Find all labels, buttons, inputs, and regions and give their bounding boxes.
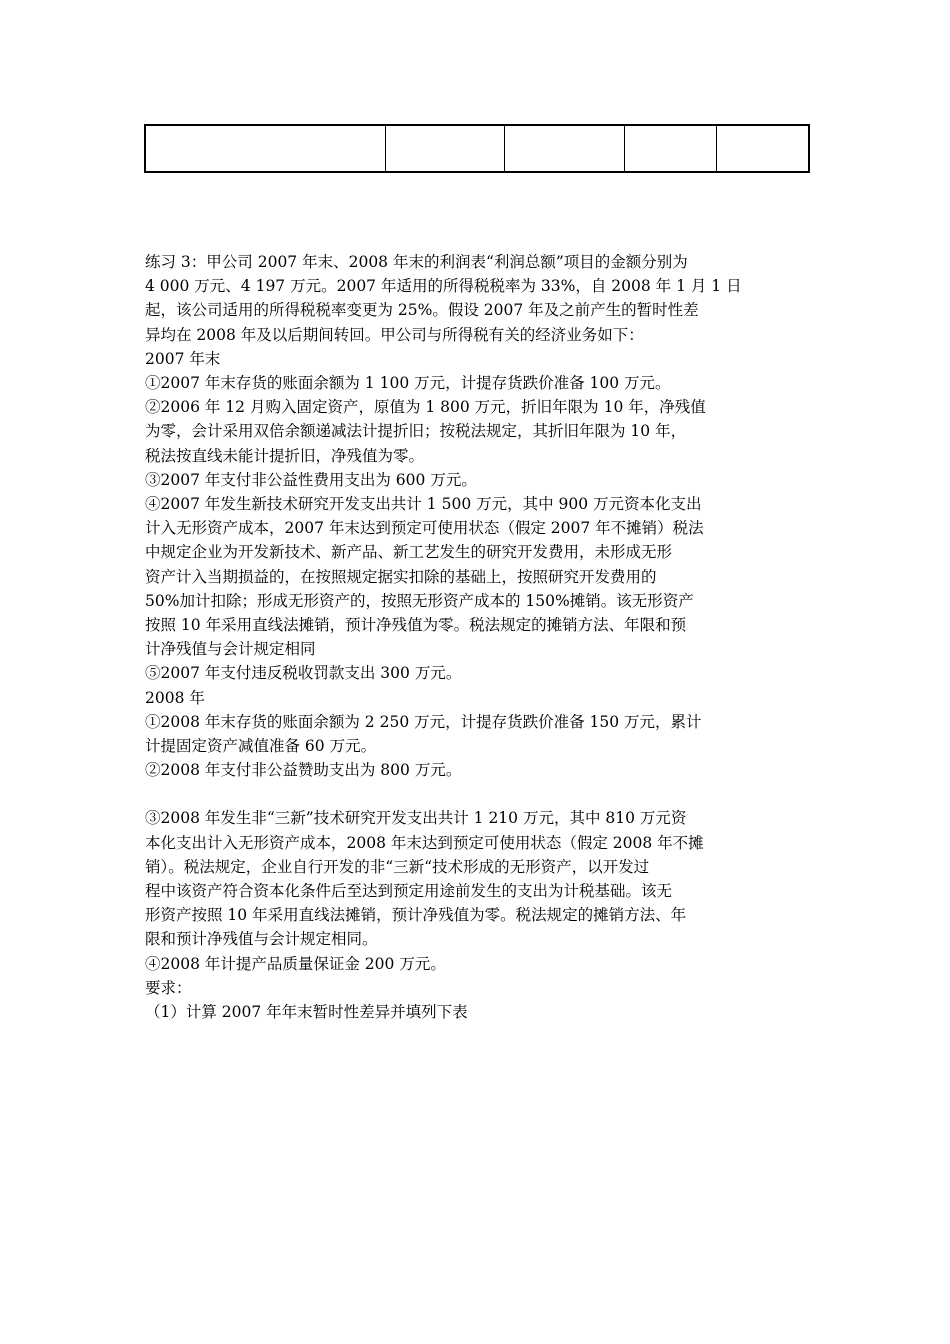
text-line: 资产计入当期损益的，在按照规定据实扣除的基础上，按照研究开发费用的 [145,567,657,586]
text-line: 计入无形资产成本，2007 年末达到预定可使用状态（假定 2007 年不摊销）税法 [145,519,704,538]
table-cell [624,125,716,172]
text-line: 50%加计扣除；形成无形资产的，按照无形资产成本的 150%摊销。该无形资产 [145,591,694,610]
exercise-heading-line: 练习 3：甲公司 2007 年末、2008 年末的利润表“利润总额”项目的金额分别为 [145,253,688,271]
item-2007-2: ②2006 年 12 月购入固定资产，原值为 1 800 万元，折旧年限为 10 年，净残值 [145,398,706,417]
text-line: 异均在 2008 年及以后期间转回。甲公司与所得税有关的经济业务如下： [145,325,644,344]
section-heading-2007: 2007 年末 [145,349,221,368]
table-cell [504,125,624,172]
item-2008-4: ④2008 年计提产品质量保证金 200 万元。 [145,954,446,973]
item-2008-1: ①2008 年末存货的账面余额为 2 250 万元，计提存货跌价准备 150 万元，累计 [145,712,702,731]
text-line: 4 000 万元、4 197 万元。2007 年适用的所得税税率为 33%，自 2008 年 1 月 1 日 [145,277,742,296]
text-line: 销）。税法规定，企业自行开发的非“三新“技术形成的无形资产，以开发过 [145,857,650,876]
text-line: 税法按直线未能计提折旧，净残值为零。 [145,446,425,465]
table-cell [385,125,504,172]
table-cell [716,125,809,172]
item-2007-3: ③2007 年支付非公益性费用支出为 600 万元。 [145,470,477,489]
item-2008-3: ③2008 年发生非“三新”技术研究开发支出共计 1 210 万元，其中 810 万元资 [145,809,687,828]
text-line: 本化支出计入无形资产成本，2008 年末达到预定可使用状态（假定 2008 年不摊 [145,833,704,852]
text-line: 起，该公司适用的所得税税率变更为 25%。假设 2007 年及之前产生的暂时性差 [145,301,699,320]
text-line: 程中该资产符合资本化条件后至达到预定用途前发生的支出为计税基础。该无 [145,882,673,901]
text-line: 中规定企业为开发新技术、新产品、新工艺发生的研究开发费用，未形成无形 [145,543,673,562]
text-line: 计净残值与会计规定相同 [145,640,316,659]
document-body [145,250,810,1024]
item-2007-4: ④2007 年发生新技术研究开发支出共计 1 500 万元，其中 900 万元资本化支出 [145,495,702,514]
empty-table-row [144,124,810,173]
item-2007-5: ⑤2007 年支付违反税收罚款支出 300 万元。 [145,664,462,683]
section-heading-2008: 2008 年 [145,688,205,707]
table-cell [145,125,385,172]
item-2007-1: ①2007 年末存货的账面余额为 1 100 万元，计提存货跌价准备 100 万元。 [145,374,671,393]
text-line: 形资产按照 10 年采用直线法摊销，预计净残值为零。税法规定的摊销方法、年 [145,906,687,925]
text-line: 计提固定资产减值准备 60 万元。 [145,737,377,756]
text-line: 限和预计净残值与会计规定相同。 [145,930,378,949]
blank-line [145,782,810,806]
requirements-heading: 要求： [145,978,192,997]
requirement-1: （1）计算 2007 年年末暂时性差异并填列下表 [145,1003,468,1022]
text-line: 按照 10 年采用直线法摊销，预计净残值为零。税法规定的摊销方法、年限和预 [145,616,687,635]
item-2008-2: ②2008 年支付非公益赞助支出为 800 万元。 [145,761,462,780]
table-row [145,125,809,172]
text-line: 为零，会计采用双倍余额递减法计提折旧；按税法规定，其折旧年限为 10 年， [145,422,687,441]
